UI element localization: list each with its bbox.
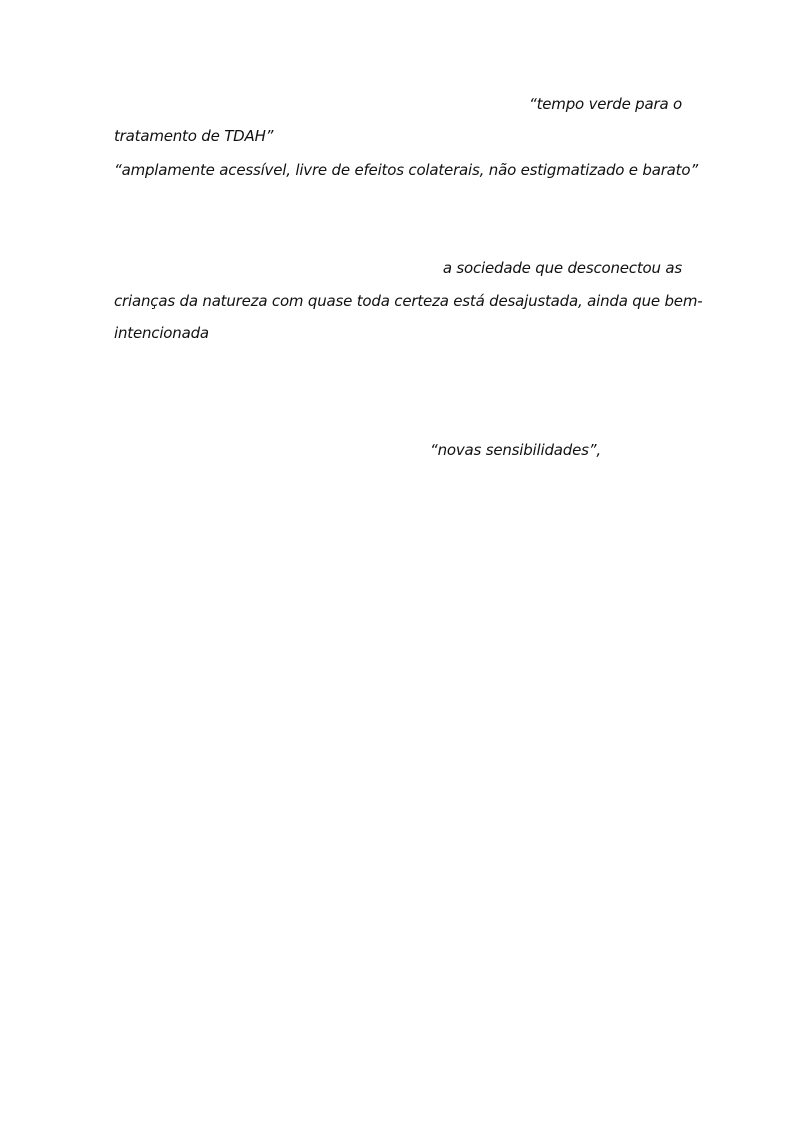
- quote-fragment-tempo-verde: “tempo verde para o: [529, 95, 682, 113]
- quote-fragment-tratamento-tdah: tratamento de TDAH”: [114, 127, 274, 145]
- quote-fragment-criancas-natureza: crianças da natureza com quase toda certeza está desajustada, ainda que bem-: [114, 292, 703, 310]
- quote-fragment-novas-sensibilidades: “novas sensibilidades”,: [430, 441, 601, 459]
- quote-fragment-intencionada: intencionada: [114, 324, 209, 342]
- quote-fragment-sociedade: a sociedade que desconectou as: [442, 259, 682, 277]
- quote-fragment-amplamente-acessivel: “amplamente acessível, livre de efeitos colaterais, não estigmatizado e barato”: [114, 161, 698, 179]
